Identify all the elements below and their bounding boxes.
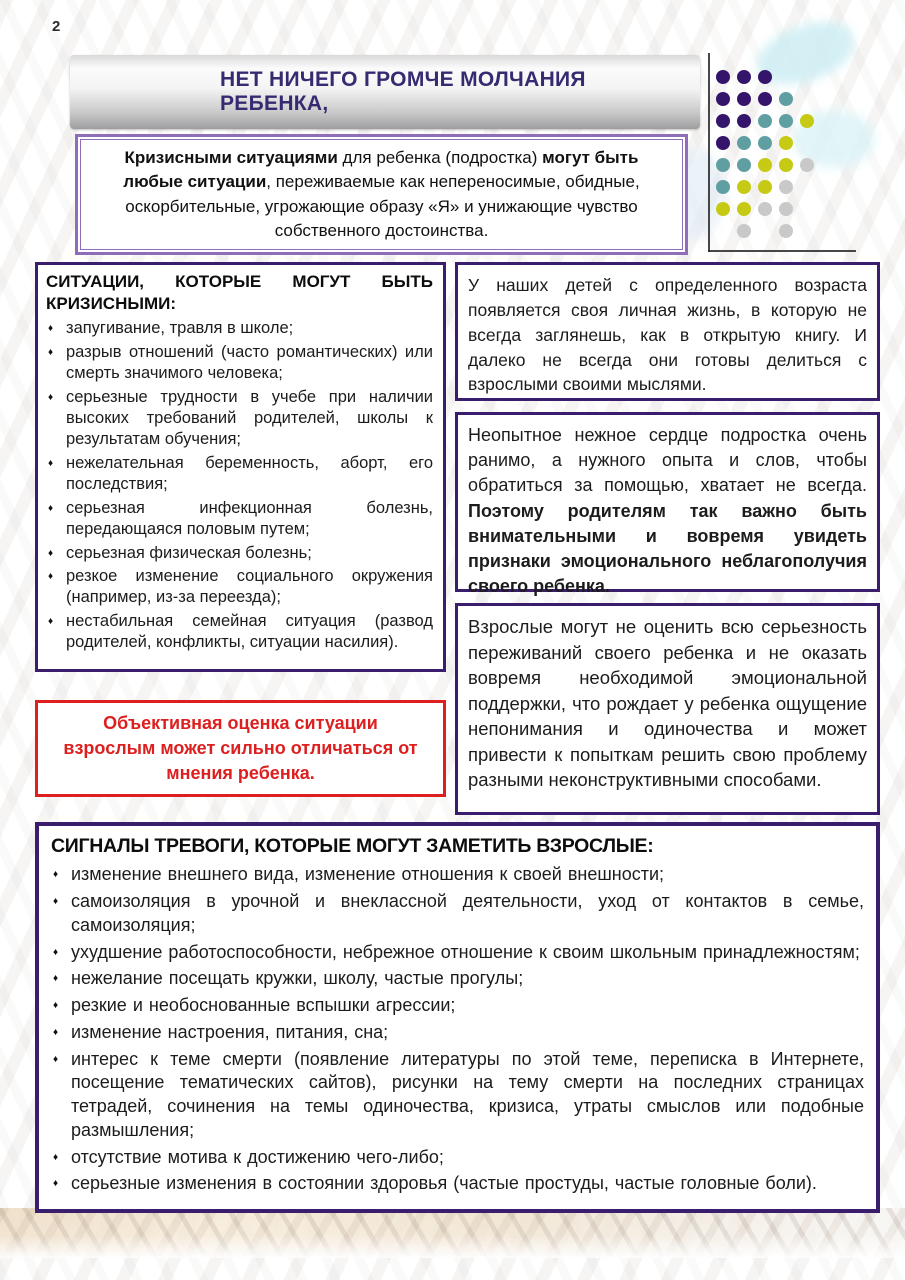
diamond-bullet-icon: ♦ <box>53 973 59 985</box>
list-item-text: запугивание, травля в школе; <box>66 319 294 338</box>
list-item <box>51 1048 864 1143</box>
decorative-dot <box>779 136 793 150</box>
list-item <box>46 498 433 541</box>
list-item <box>46 318 433 339</box>
alarm-signals-list <box>51 863 864 1196</box>
alarm-signals-heading: СИГНАЛЫ ТРЕВОГИ, КОТОРЫЕ МОГУТ ЗАМЕТИТЬ ВЗРОСЛЫЕ: <box>51 835 654 857</box>
list-item-text: нестабильная семейная ситуация (развод родителей, конфликты, ситуации насилия). <box>66 611 433 652</box>
list-item-text: серьезная инфекционная болезнь, передающаяся половым путем; <box>66 498 433 539</box>
diamond-bullet-icon: ♦ <box>53 1053 59 1065</box>
decorative-dot <box>737 158 751 172</box>
dots-pattern <box>712 66 817 242</box>
decorative-dot <box>716 158 730 172</box>
diamond-bullet-icon: ♦ <box>48 502 54 514</box>
corner-frame-horizontal-line <box>708 250 856 252</box>
diamond-bullet-icon: ♦ <box>53 1000 59 1012</box>
diamond-bullet-icon: ♦ <box>53 896 59 908</box>
list-item-text: изменение настроения, питания, сна; <box>71 1021 389 1042</box>
list-item-text: резкие и необоснованные вспышки агрессии; <box>71 995 456 1016</box>
decorative-dot <box>737 92 751 106</box>
list-item-text: самоизоляция в урочной и внеклассной деятельности, уход от контактов в семье, самоизоляция; <box>71 891 864 935</box>
tender-heart-box: Неопытное нежное сердце подростка очень ранимо, а нужного опыта и слов, чтобы обратиться за помощью, хватает не всегда. Поэтому родителям так важно быть внимательными и вовремя увидеть признаки эмоционального неблагополучия своего ребенка. <box>455 412 880 592</box>
list-item <box>51 1146 864 1170</box>
personal-life-box: У наших детей с определенного возраста появляется своя личная жизнь, в которую не всегда заглянешь, как в открытую книгу. И далеко не всегда они готовы делиться с взрослыми своими мыслями. <box>455 262 880 401</box>
list-item <box>46 342 433 385</box>
corner-frame-vertical-line <box>708 53 710 252</box>
crisis-situations-box <box>35 262 446 672</box>
decorative-dot <box>779 158 793 172</box>
decorative-dot <box>758 180 772 194</box>
alarm-signals-box <box>35 822 880 1213</box>
list-item <box>46 453 433 496</box>
list-item-text: серьезные изменения в состоянии здоровья (частые простуды, частые головные боли). <box>71 1173 817 1194</box>
list-item <box>51 967 864 991</box>
diamond-bullet-icon: ♦ <box>53 946 59 958</box>
decorative-dot <box>779 92 793 106</box>
list-item-text: нежелательная беременность, аборт, его последствия; <box>66 453 433 494</box>
page-number: 2 <box>52 18 61 35</box>
list-item <box>51 941 864 965</box>
decorative-dot <box>716 92 730 106</box>
decorative-dot <box>716 136 730 150</box>
list-item-text: интерес к теме смерти (появление литературы по этой теме, переписка в Интернете, посещение тематических сайтов), рисунки на тему смерти на последних страницах тетрадей, сочинения на темы одиночества, кризиса, утраты смыслов или подобные размышления; <box>71 1048 864 1140</box>
list-item-text: резкое изменение социального окружения (например, из-за переезда); <box>66 567 433 607</box>
decorative-dot <box>737 114 751 128</box>
diamond-bullet-icon: ♦ <box>53 1151 59 1163</box>
crisis-definition-text: Кризисными ситуациями для ребенка (подростка) могут быть любые ситуации, переживаемые как непереносимые, обидные, оскорбительные, угрожающие образу «Я» и унижающие чувство собственного достоинства. <box>80 139 683 250</box>
decorative-dot <box>779 114 793 128</box>
decorative-dot <box>716 180 730 194</box>
diamond-bullet-icon: ♦ <box>48 391 54 403</box>
diamond-bullet-icon: ♦ <box>53 869 59 881</box>
list-item-text: нежелание посещать кружки, школу, частые прогулы; <box>71 968 524 989</box>
decorative-dot <box>716 70 730 84</box>
decorative-dot <box>737 70 751 84</box>
diamond-bullet-icon: ♦ <box>48 346 54 358</box>
list-item <box>51 1172 864 1196</box>
decorative-dot <box>758 202 772 216</box>
decorative-dot <box>779 224 793 238</box>
diamond-bullet-icon: ♦ <box>53 1026 59 1038</box>
decorative-dot <box>779 180 793 194</box>
warning-text: Объективная оценка ситуации взрослым может сильно отличаться от мнения ребенка. <box>63 713 418 783</box>
list-item <box>51 994 864 1018</box>
list-item-text: ухудшение работоспособности, небрежное отношение к своим школьным принадлежностям; <box>71 941 860 962</box>
diamond-bullet-icon: ♦ <box>48 457 54 469</box>
list-item <box>51 863 864 887</box>
title-bar <box>70 55 700 129</box>
decorative-dot <box>737 224 751 238</box>
list-item <box>46 566 433 609</box>
decorative-dot <box>779 202 793 216</box>
footer-photo-texture <box>0 1208 905 1258</box>
decorative-dot <box>737 136 751 150</box>
diamond-bullet-icon: ♦ <box>48 571 54 582</box>
diamond-bullet-icon: ♦ <box>48 615 54 627</box>
decorative-dot <box>800 158 814 172</box>
page-title: НЕТ НИЧЕГО ГРОМЧЕ МОЛЧАНИЯ РЕБЕНКА, <box>220 68 586 115</box>
decorative-dot <box>758 136 772 150</box>
diamond-bullet-icon: ♦ <box>48 547 54 559</box>
decorative-dot <box>758 70 772 84</box>
crisis-definition-box <box>75 134 688 255</box>
crisis-situations-list <box>46 318 433 654</box>
list-item-text: разрыв отношений (часто романтических) или смерть значимого человека; <box>66 342 433 383</box>
list-item <box>51 890 864 938</box>
decorative-dot <box>737 180 751 194</box>
adults-underestimate-box: Взрослые могут не оценить всю серьезность переживаний своего ребенка и не оказать вовремя необходимой эмоциональной поддержки, что рождает у ребенка ощущение непонимания и одиночества и может привести к попыткам решить свою проблему разными неконструктивными способами. <box>455 603 880 815</box>
list-item <box>46 543 433 564</box>
list-item <box>46 387 433 451</box>
list-item <box>46 611 433 654</box>
decorative-dot <box>716 114 730 128</box>
decorative-dot <box>737 202 751 216</box>
list-item-text: серьезные трудности в учебе при наличии высоких требований родителей, школы к результатам обучения; <box>66 387 433 449</box>
objective-assessment-warning-box <box>35 700 446 797</box>
decorative-dot <box>758 114 772 128</box>
list-item <box>51 1021 864 1045</box>
crisis-situations-heading: СИТУАЦИИ, КОТОРЫЕ МОГУТ БЫТЬ КРИЗИСНЫМИ: <box>46 272 433 314</box>
decorative-dot <box>716 202 730 216</box>
list-item-text: отсутствие мотива к достижению чего-либо; <box>71 1146 444 1167</box>
diamond-bullet-icon: ♦ <box>48 323 54 335</box>
list-item-text: изменение внешнего вида, изменение отношения к своей внешности; <box>71 864 665 885</box>
diamond-bullet-icon: ♦ <box>53 1178 59 1190</box>
list-item-text: серьезная физическая болезнь; <box>66 543 312 562</box>
decorative-dot <box>758 92 772 106</box>
decorative-dot <box>758 158 772 172</box>
decorative-dot <box>800 114 814 128</box>
